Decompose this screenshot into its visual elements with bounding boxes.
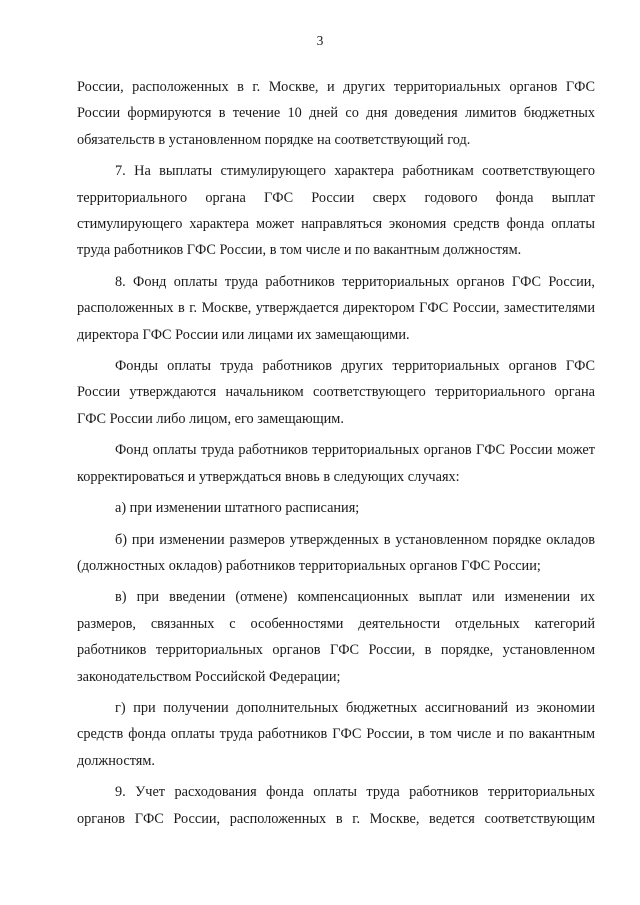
list-item-g: г) при получении дополнительных бюджетных ассигнований из экономии средств фонда оплаты труда работников ГФС России, в том числе и по вакантным должностям. [77,699,595,769]
paragraph-item-7: 7. На выплаты стимулирующего характера работникам соответствующего территориального органа ГФС России сверх годового фонда выплат стимулирующего характера может направляться экономия средств фонда оплаты труда работников ГФС России, в том числе и по вакантным должностям. [77,163,595,259]
list-item-a: а) при изменении штатного расписания; [115,500,360,517]
paragraph: Фонд оплаты труда работников территориальных органов ГФС России может корректироваться и утверждаться вновь в следующих случаях: [77,442,595,485]
list-item-v: в) при введении (отмене) компенсационных выплат или изменении их размеров, связанных с особенностями деятельности отдельных категорий работников территориальных органов ГФС России, в порядке, установленном законодательством Российской Федерации; [77,589,595,685]
page-number: 3 [316,33,324,48]
paragraph-item-8: 8. Фонд оплаты труда работников территориальных органов ГФС России, расположенных в г. Москве, утверждается директором ГФС России, заместителями директора ГФС России или лицами их замещающими. [77,273,595,343]
document-body [77,74,595,832]
paragraph-item-9: 9. Учет расходования фонда оплаты труда работников территориальных органов ГФС России, расположенных в г. Москве, ведется соответствующим [77,784,595,827]
paragraph: Фонды оплаты труда работников других территориальных органов ГФС России утверждаются начальником соответствующего территориального органа ГФС России либо лицом, его замещающим. [77,358,595,427]
paragraph: России, расположенных в г. Москве, и других территориальных органов ГФС России формируются в течение 10 дней со дня доведения лимитов бюджетных обязательств в установленном порядке на соответствующий год. [77,79,595,148]
list-item-b: б) при изменении размеров утвержденных в установленном порядке окладов (должностных окладов) работников территориальных органов ГФС России; [77,531,595,574]
